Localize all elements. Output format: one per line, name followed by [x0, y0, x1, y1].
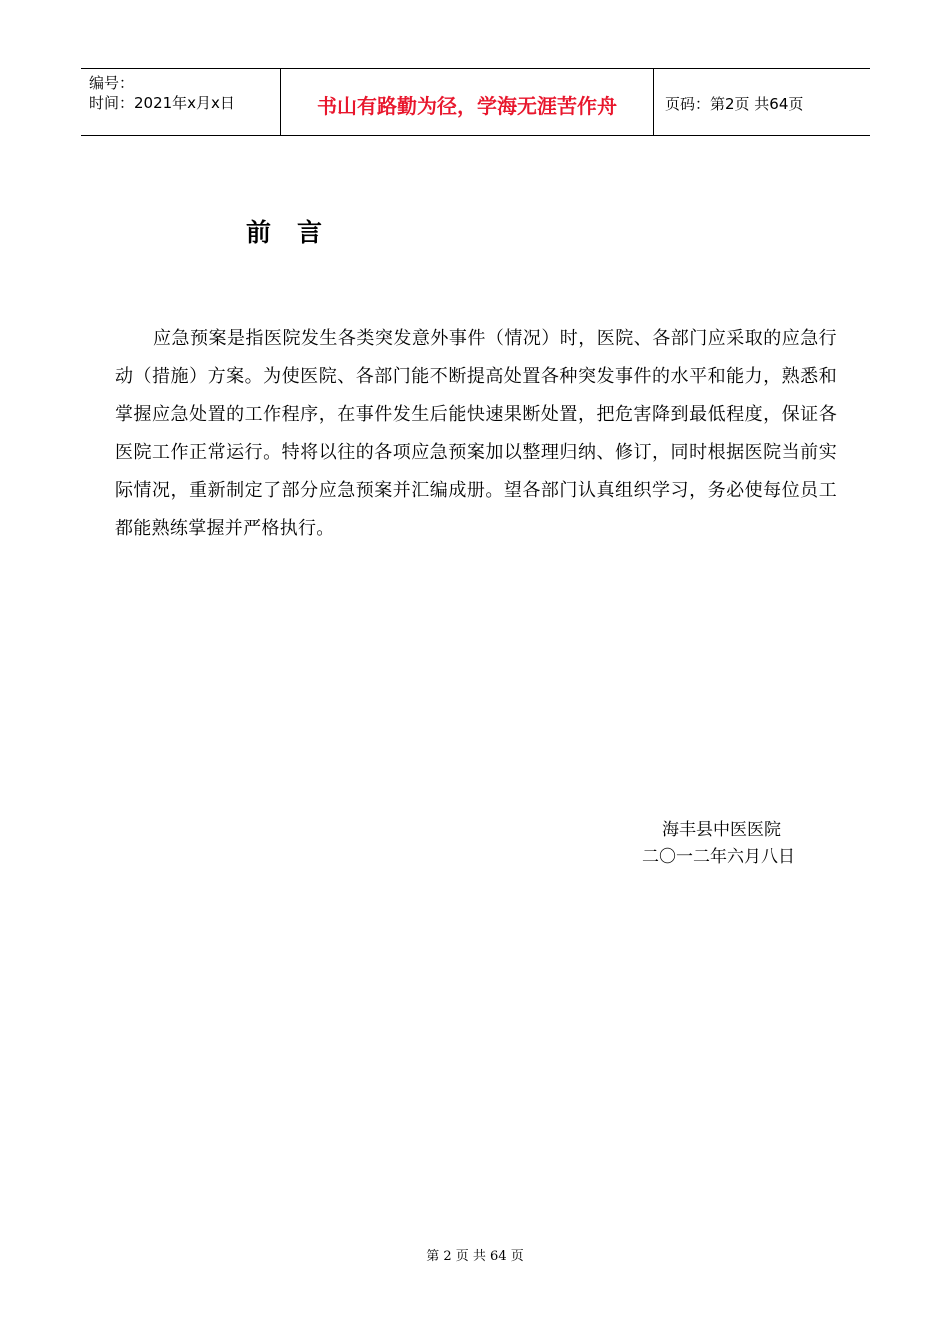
- header-meta-cell: [81, 69, 281, 135]
- signature-date: 二〇一二年六月八日: [642, 847, 795, 867]
- document-time-label: 时间：2021年x月x日: [89, 94, 235, 112]
- document-number-label: 编号：: [89, 74, 135, 92]
- page-footer: 第 2 页 共 64 页: [426, 1249, 524, 1264]
- preface-paragraph: 应急预案是指医院发生各类突发意外事件（情况）时，医院、各部门应采取的应急行动（措施）方案。为使医院、各部门能不断提高处置各种突发事件的水平和能力，熟悉和掌握应急处置的工作程序，在事件发生后能快速果断处置，把危害降到最低程度，保证各医院工作正常运行。特将以往的各项应急预案加以整理归纳、修订，同时根据医院当前实际情况，重新制定了部分应急预案并汇编成册。望各部门认真组织学习，务必使每位员工都能熟练掌握并严格执行。: [115, 328, 837, 539]
- signature-organization: 海丰县中医医院: [662, 820, 781, 840]
- document-header: [81, 68, 870, 136]
- header-page-cell: [654, 69, 870, 135]
- header-motto: 书山有路勤为径，学海无涯苦作舟: [317, 93, 617, 118]
- header-page-info: 页码：第2页 共64页: [665, 94, 804, 113]
- page-title: 前言: [246, 218, 349, 247]
- header-motto-cell: [281, 69, 654, 135]
